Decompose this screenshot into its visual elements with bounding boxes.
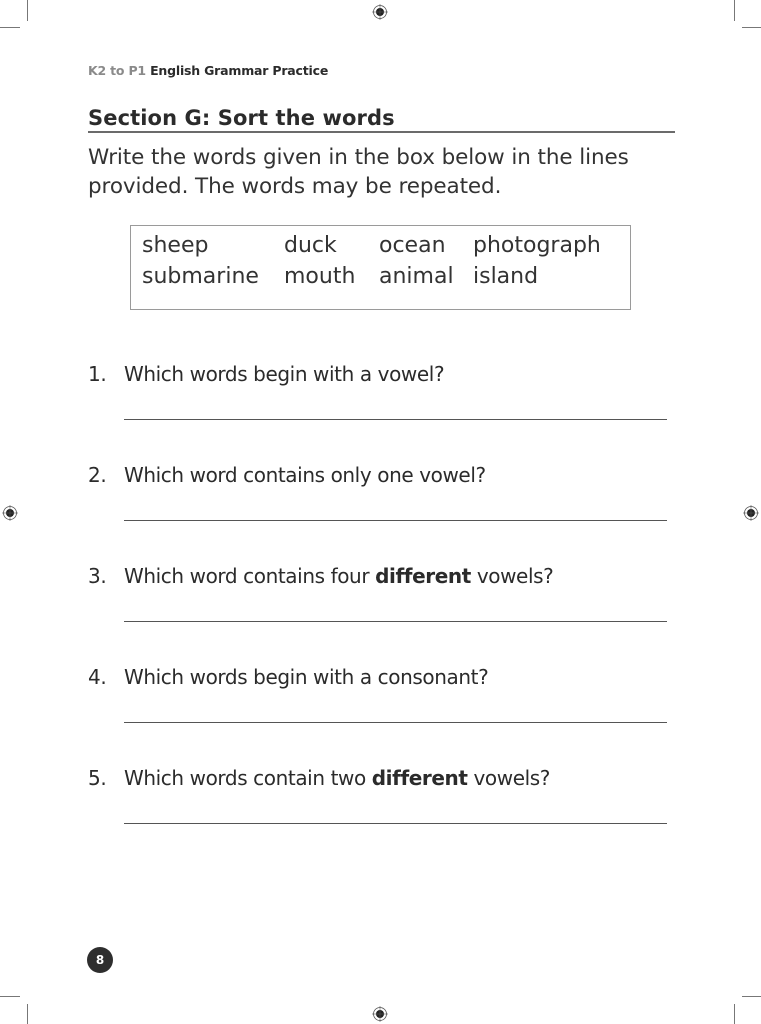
answer-line-2[interactable]	[124, 520, 667, 521]
question-number: 5.	[88, 766, 107, 790]
word: ocean	[379, 233, 446, 258]
crop-mark-top-left-v	[27, 0, 28, 21]
question-text: Which words contain two different vowels?	[124, 766, 551, 790]
word: island	[473, 264, 539, 289]
question-text: Which word contains four different vowels?	[124, 564, 554, 588]
question-text: Which word contains only one vowel?	[124, 463, 486, 487]
crop-mark-bottom-left-v	[27, 1004, 28, 1024]
word-grid	[142, 231, 601, 292]
question-number: 4.	[88, 665, 107, 689]
word: animal	[379, 264, 454, 289]
crop-mark-top-right-h	[742, 27, 761, 28]
word: photograph	[473, 233, 601, 258]
registration-mark-top-icon	[372, 4, 388, 20]
instructions: Write the words given in the box below in the lines provided. The words may be repeated.	[88, 145, 629, 199]
answer-line-1[interactable]	[124, 419, 667, 420]
running-header	[88, 63, 328, 78]
registration-mark-right-icon	[743, 505, 759, 521]
question-number: 2.	[88, 463, 107, 487]
answer-line-3[interactable]	[124, 621, 667, 622]
word: mouth	[284, 264, 356, 289]
crop-mark-bottom-left-h	[0, 996, 20, 997]
crop-mark-top-right-v	[734, 0, 735, 21]
emphasis-different: different	[371, 766, 468, 790]
answer-line-4[interactable]	[124, 722, 667, 723]
header-book-title: English Grammar Practice	[150, 63, 329, 78]
question-text: Which words begin with a vowel?	[124, 362, 445, 386]
crop-mark-bottom-right-v	[734, 1004, 735, 1024]
word: sheep	[142, 233, 209, 258]
header-grade: K2 to P1	[88, 63, 146, 78]
word-box	[130, 225, 631, 310]
question-number: 3.	[88, 564, 107, 588]
crop-mark-bottom-right-h	[742, 996, 761, 997]
registration-mark-left-icon	[2, 505, 18, 521]
page-number-badge: 8	[87, 947, 113, 973]
section-title: Section G: Sort the words	[88, 106, 675, 133]
question-text: Which words begin with a consonant?	[124, 665, 489, 689]
emphasis-different: different	[375, 564, 471, 588]
crop-mark-top-left-h	[0, 27, 20, 28]
word: submarine	[142, 264, 259, 289]
answer-line-5[interactable]	[124, 823, 667, 824]
question-number: 1.	[88, 362, 107, 386]
word: duck	[284, 233, 337, 258]
registration-mark-bottom-icon	[372, 1006, 388, 1022]
